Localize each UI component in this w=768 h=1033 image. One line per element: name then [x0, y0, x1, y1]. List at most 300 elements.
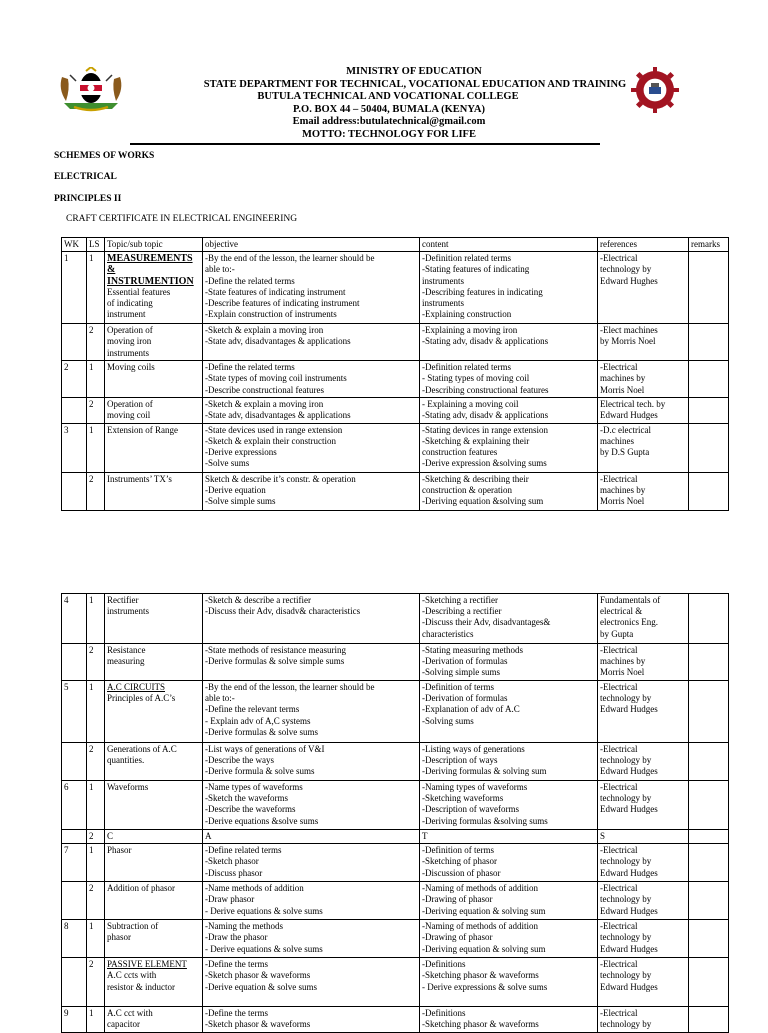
topic-line: instruments: [107, 606, 149, 617]
week-cell: [62, 830, 87, 844]
remarks-cell: [689, 743, 729, 781]
objective-cell: [203, 324, 420, 361]
ministry-title: MINISTRY OF EDUCATION: [346, 66, 482, 77]
topic-line: Generations of A.C: [107, 744, 177, 754]
content-line: -Derivation of formulas: [422, 656, 508, 667]
lesson-cell: 1: [87, 1007, 105, 1032]
references-line: -Electrical: [600, 1008, 638, 1019]
content-cell: [420, 252, 598, 324]
objective-line: - Explain adv of A,C systems: [205, 715, 311, 726]
table-row: [62, 1007, 729, 1032]
topic-line: Operation of: [107, 399, 153, 410]
references-line: technology by: [600, 264, 652, 275]
content-line: instruments: [422, 275, 464, 286]
table-row: [62, 920, 729, 958]
content-line: -Solving simple sums: [422, 667, 501, 678]
content-line: -Definitions: [422, 959, 466, 970]
content-line: -Deriving equation &solving sum: [422, 496, 544, 507]
references-line: -Electrical: [600, 883, 638, 894]
content-line: -Explaining a moving iron: [422, 325, 518, 336]
content-line: -Definitions: [422, 1008, 466, 1019]
objective-line: -Sketch phasor: [205, 856, 259, 867]
lesson-cell: 2: [87, 743, 105, 781]
table-row: [62, 844, 729, 882]
objective-line: able to:-: [205, 693, 235, 704]
references-line: technology by: [600, 793, 652, 804]
lesson-cell: 2: [87, 472, 105, 510]
topic-heading: PASSIVE ELEMENT: [107, 959, 187, 970]
topic-line: Essential features: [107, 286, 171, 297]
lesson-cell: 1: [87, 594, 105, 644]
references-cell: [598, 398, 689, 423]
week-cell: 5: [62, 681, 87, 743]
table-row: [62, 681, 729, 743]
objective-line: -Sketch phasor & waveforms: [205, 1019, 311, 1030]
lesson-cell: 1: [87, 423, 105, 472]
col-objective: objective: [203, 238, 420, 252]
week-cell: 8: [62, 920, 87, 958]
objective-line: -Naming the methods: [205, 921, 283, 932]
topic-line: moving coil: [107, 410, 151, 421]
topic-cell: [105, 324, 203, 361]
remarks-cell: [689, 594, 729, 644]
content-line: -Stating adv, disadv & applications: [422, 336, 549, 347]
scheme-table-1: [61, 237, 729, 511]
topic-cell: [105, 743, 203, 781]
references-line: -Electrical: [600, 362, 638, 373]
references-line: machines by: [600, 656, 646, 667]
references-line: Morris Noel: [600, 496, 645, 507]
references-line: Edward Hudges: [600, 410, 658, 421]
objective-line: -Sketch & explain their construction: [205, 435, 336, 446]
content-line: -Derivation of formulas: [422, 693, 508, 704]
objective-line: -State devices used in range extension: [205, 424, 343, 435]
email-address: Email address:butulatechnical@gmail.com: [292, 116, 486, 128]
topic-line: measuring: [107, 656, 145, 667]
objective-line: -Derive formulas & solve simple sums: [205, 656, 345, 667]
header-divider: [130, 143, 600, 145]
objective-line: -Derive formula & solve sums: [205, 766, 315, 777]
table-row: [62, 398, 729, 423]
content-line: -Stating devices in range extension: [422, 424, 548, 435]
objective-line: -State adv, disadvantages & applications: [205, 410, 351, 421]
references-line: Fundamentals of: [600, 595, 661, 605]
content-line: instruments: [422, 298, 464, 309]
objective-line: -Solve simple sums: [205, 496, 276, 507]
objective-line: -Discuss phasor: [205, 867, 263, 878]
references-cell: [598, 920, 689, 958]
references-line: -Electrical: [600, 253, 638, 264]
objective-line: -Derive formulas & solve sums: [205, 726, 318, 737]
topic-cell: [105, 830, 203, 844]
content-line: - Derive expressions & solve sums: [422, 981, 548, 992]
objective-cell: [203, 830, 420, 844]
references-line: Edward Hudges: [600, 766, 658, 777]
content-cell: [420, 644, 598, 681]
content-line: characteristics: [422, 628, 474, 639]
col-ls: LS: [87, 238, 105, 252]
references-line: Electrical tech. by: [600, 399, 666, 410]
content-cell: [420, 920, 598, 958]
objective-line: -State methods of resistance measuring: [205, 645, 346, 655]
objective-line: -Define the related terms: [205, 275, 295, 286]
topic-line: Principles of A.C’s: [107, 693, 176, 704]
objective-cell: [203, 252, 420, 324]
motto: MOTTO: TECHNOLOGY FOR LIFE: [302, 128, 476, 140]
objective-line: -Name methods of addition: [205, 883, 304, 894]
topic-line: moving iron: [107, 336, 152, 347]
content-line: -Definition related terms: [422, 362, 511, 373]
references-line: Edward Hudges: [600, 943, 658, 954]
references-cell: [598, 324, 689, 361]
references-line: -Electrical: [600, 473, 638, 484]
objective-line: -By the end of the lesson, the learner should be: [205, 253, 375, 264]
references-line: S: [600, 831, 606, 841]
topic-line: Rectifier: [107, 595, 139, 605]
content-line: -Describing a rectifier: [422, 606, 502, 617]
references-line: Edward Hudges: [600, 905, 658, 916]
remarks-cell: [689, 681, 729, 743]
content-line: -Stating adv, disadv & applications: [422, 410, 549, 421]
topic-line: instruments: [107, 347, 149, 358]
references-cell: [598, 681, 689, 743]
department-title: STATE DEPARTMENT FOR TECHNICAL, VOCATIONAL EDUCATION AND TRAINING: [203, 78, 627, 90]
topic-line: Waveforms: [107, 782, 149, 792]
objective-line: -Describe constructional features: [205, 384, 324, 395]
topic-line: Moving coils: [107, 362, 155, 373]
content-line: -Deriving equation & solving sum: [422, 905, 546, 916]
objective-cell: [203, 644, 420, 681]
table-row: [62, 361, 729, 398]
remarks-cell: [689, 781, 729, 830]
content-line: -Sketching a rectifier: [422, 595, 498, 605]
content-line: -Deriving formulas &solving sums: [422, 815, 548, 826]
topic-cell: [105, 472, 203, 510]
objective-cell: [203, 594, 420, 644]
content-line: -Sketching & describing their: [422, 473, 529, 484]
topic-line: A.C ccts with: [107, 970, 157, 981]
lesson-cell: 1: [87, 361, 105, 398]
content-line: - Explaining a moving coil: [422, 399, 519, 410]
remarks-cell: [689, 1007, 729, 1032]
content-line: -Solving sums: [422, 715, 474, 726]
topic-cell: [105, 361, 203, 398]
objective-cell: [203, 958, 420, 1007]
remarks-cell: [689, 423, 729, 472]
content-cell: [420, 361, 598, 398]
table-row: [62, 252, 729, 324]
content-line: -Explanation of adv of A.C: [422, 704, 520, 715]
lesson-cell: 1: [87, 252, 105, 324]
week-cell: [62, 882, 87, 920]
lesson-cell: 2: [87, 882, 105, 920]
topic-cell: [105, 1007, 203, 1032]
content-cell: [420, 681, 598, 743]
topic-cell: [105, 398, 203, 423]
lesson-cell: 2: [87, 958, 105, 1007]
content-line: -Description of ways: [422, 755, 498, 766]
week-cell: 7: [62, 844, 87, 882]
references-line: by Gupta: [600, 628, 634, 639]
remarks-cell: [689, 252, 729, 324]
references-line: -D.c electrical: [600, 424, 651, 435]
objective-line: able to:-: [205, 264, 235, 275]
references-cell: [598, 844, 689, 882]
content-line: -Stating features of indicating: [422, 264, 530, 275]
references-line: -Electrical: [600, 744, 638, 754]
objective-line: -Define the terms: [205, 959, 268, 970]
col-topic: Topic/sub topic: [105, 238, 203, 252]
content-cell: [420, 324, 598, 361]
objective-line: A: [205, 831, 212, 841]
postal-address: P.O. BOX 44 – 50404, BUMALA (KENYA): [292, 103, 486, 115]
content-line: -Definition of terms: [422, 845, 494, 856]
course-label: CRAFT CERTIFICATE IN ELECTRICAL ENGINEERING: [66, 214, 298, 224]
references-line: technology by: [600, 1019, 652, 1030]
lesson-cell: 1: [87, 681, 105, 743]
references-line: technology by: [600, 755, 652, 766]
remarks-cell: [689, 324, 729, 361]
content-cell: [420, 423, 598, 472]
content-line: -Explaining construction: [422, 309, 512, 320]
topic-cell: [105, 920, 203, 958]
remarks-cell: [689, 398, 729, 423]
table-row: [62, 830, 729, 844]
objective-cell: [203, 1007, 420, 1032]
content-cell: [420, 781, 598, 830]
topic-cell: [105, 594, 203, 644]
objective-line: -Define related terms: [205, 845, 282, 856]
lesson-cell: 2: [87, 324, 105, 361]
objective-line: -Define the relevant terms: [205, 704, 300, 715]
content-line: -Stating measuring methods: [422, 645, 523, 655]
content-line: -Sketching phasor & waveforms: [422, 970, 539, 981]
content-line: -Discuss their Adv, disadvantages&: [422, 617, 551, 628]
topic-cell: [105, 252, 203, 324]
references-line: -Electrical: [600, 645, 638, 655]
objective-line: -State features of indicating instrument: [205, 286, 346, 297]
lesson-cell: 2: [87, 830, 105, 844]
references-line: Edward Hudges: [600, 981, 658, 992]
week-cell: [62, 743, 87, 781]
objective-cell: [203, 472, 420, 510]
table-row: [62, 324, 729, 361]
content-cell: [420, 882, 598, 920]
topic-line: of indicating: [107, 298, 153, 309]
objective-line: -Name types of waveforms: [205, 782, 303, 792]
objective-line: -Define the terms: [205, 1008, 268, 1019]
references-line: by D.S Gupta: [600, 447, 650, 458]
objective-line: -Derive equation & solve sums: [205, 981, 317, 992]
references-line: -Electrical: [600, 682, 638, 692]
topic-cell: [105, 781, 203, 830]
references-cell: [598, 252, 689, 324]
remarks-cell: [689, 472, 729, 510]
content-line: -Sketching waveforms: [422, 793, 504, 804]
references-cell: [598, 644, 689, 681]
objective-cell: [203, 423, 420, 472]
content-line: -Discussion of phasor: [422, 867, 501, 878]
topic-cell: [105, 644, 203, 681]
objective-line: -Sketch & explain a moving iron: [205, 325, 324, 336]
objective-cell: [203, 743, 420, 781]
topic-cell: [105, 423, 203, 472]
references-line: -Electrical: [600, 782, 638, 792]
topic-line: Subtraction of: [107, 921, 159, 932]
content-line: -Listing ways of generations: [422, 744, 525, 754]
document-header: [0, 66, 768, 142]
table-row: [62, 594, 729, 644]
references-cell: [598, 361, 689, 398]
objective-line: -Draw phasor: [205, 894, 255, 905]
content-cell: [420, 398, 598, 423]
references-line: Edward Hudges: [600, 704, 658, 715]
references-line: electronics Eng.: [600, 617, 658, 628]
topic-line: C: [107, 831, 114, 841]
content-line: -Describing constructional features: [422, 384, 549, 395]
topic-line: Phasor: [107, 845, 132, 856]
table-row: [62, 644, 729, 681]
objective-line: -Sketch & describe a rectifier: [205, 595, 311, 605]
content-line: -Naming types of waveforms: [422, 782, 528, 792]
table-row: [62, 882, 729, 920]
references-line: machines: [600, 435, 634, 446]
week-cell: [62, 472, 87, 510]
topic-cell: [105, 681, 203, 743]
topic-line: A.C cct with: [107, 1008, 153, 1019]
remarks-cell: [689, 844, 729, 882]
topic-line: Addition of phasor: [107, 883, 175, 894]
objective-cell: [203, 844, 420, 882]
topic-cell: [105, 882, 203, 920]
content-cell: [420, 594, 598, 644]
references-cell: [598, 743, 689, 781]
lesson-cell: 1: [87, 844, 105, 882]
references-line: technology by: [600, 894, 652, 905]
references-line: by Morris Noel: [600, 336, 656, 347]
references-cell: [598, 1007, 689, 1032]
references-cell: [598, 594, 689, 644]
topic-line: capacitor: [107, 1019, 140, 1030]
references-line: -Electrical: [600, 845, 638, 856]
content-line: -Naming of methods of addition: [422, 921, 538, 932]
week-cell: 9: [62, 1007, 87, 1032]
content-line: -Definition related terms: [422, 253, 511, 264]
remarks-cell: [689, 361, 729, 398]
week-cell: 3: [62, 423, 87, 472]
references-line: Morris Noel: [600, 667, 645, 678]
week-cell: [62, 324, 87, 361]
topic-line: Instruments’ TX’s: [107, 473, 172, 484]
schemes-label: SCHEMES OF WORKS: [54, 151, 155, 161]
col-references: references: [598, 238, 689, 252]
content-line: -Naming of methods of addition: [422, 883, 538, 894]
references-cell: [598, 781, 689, 830]
references-line: Edward Hudges: [600, 867, 658, 878]
table-row: [62, 472, 729, 510]
content-line: -Describing features in indicating: [422, 286, 543, 297]
week-cell: [62, 958, 87, 1007]
content-line: -Sketching of phasor: [422, 856, 497, 867]
week-cell: 6: [62, 781, 87, 830]
content-line: T: [422, 831, 428, 841]
references-line: machines by: [600, 484, 646, 495]
content-line: - Stating types of moving coil: [422, 373, 530, 384]
department-label: ELECTRICAL: [54, 172, 117, 182]
remarks-cell: [689, 882, 729, 920]
objective-line: -Discuss their Adv, disadv& characteristics: [205, 606, 361, 617]
references-line: -Electrical: [600, 959, 638, 970]
references-line: Edward Hughes: [600, 275, 658, 286]
topic-line: Operation of: [107, 325, 153, 336]
content-cell: [420, 743, 598, 781]
topic-line: quantities.: [107, 755, 145, 766]
objective-line: -Sketch the waveforms: [205, 793, 288, 804]
remarks-cell: [689, 920, 729, 958]
objective-line: - Derive equations & solve sums: [205, 905, 323, 916]
references-cell: [598, 958, 689, 1007]
content-line: -Sketching & explaining their: [422, 435, 530, 446]
references-cell: [598, 472, 689, 510]
table-header-row: [62, 238, 729, 252]
objective-line: -Describe the waveforms: [205, 804, 296, 815]
references-line: technology by: [600, 856, 652, 867]
references-line: machines by: [600, 373, 646, 384]
objective-line: -List ways of generations of V&I: [205, 744, 325, 754]
objective-line: -State adv, disadvantages & applications: [205, 336, 351, 347]
objective-cell: [203, 920, 420, 958]
references-line: technology by: [600, 970, 652, 981]
objective-line: -State types of moving coil instruments: [205, 373, 347, 384]
week-cell: [62, 398, 87, 423]
content-line: construction features: [422, 447, 498, 458]
objective-line: -Derive equation: [205, 484, 266, 495]
content-line: -Deriving formulas & solving sum: [422, 766, 547, 777]
col-remarks: remarks: [689, 238, 729, 252]
remarks-cell: [689, 958, 729, 1007]
objective-line: -Describe features of indicating instrument: [205, 298, 360, 309]
references-cell: [598, 830, 689, 844]
objective-cell: [203, 882, 420, 920]
topic-line: instrument: [107, 309, 146, 320]
lesson-cell: 1: [87, 781, 105, 830]
table-row: [62, 958, 729, 1007]
objective-line: -Derive equations &solve sums: [205, 815, 319, 826]
references-cell: [598, 882, 689, 920]
content-line: -Sketching phasor & waveforms: [422, 1019, 539, 1030]
objective-line: -Solve sums: [205, 458, 250, 469]
lesson-cell: 2: [87, 644, 105, 681]
references-line: technology by: [600, 693, 652, 704]
content-cell: [420, 830, 598, 844]
content-line: -Drawing of phasor: [422, 894, 493, 905]
objective-line: -Sketch & explain a moving iron: [205, 399, 324, 410]
content-cell: [420, 1007, 598, 1032]
content-line: -Description of waveforms: [422, 804, 519, 815]
references-cell: [598, 423, 689, 472]
content-cell: [420, 472, 598, 510]
references-line: -Electrical: [600, 921, 638, 932]
content-cell: [420, 958, 598, 1007]
references-line: Edward Hudges: [600, 804, 658, 815]
objective-line: -By the end of the lesson, the learner should be: [205, 682, 375, 692]
scheme-table-2: [61, 593, 729, 1033]
topic-line: phasor: [107, 932, 131, 943]
references-line: technology by: [600, 932, 652, 943]
week-cell: 1: [62, 252, 87, 324]
content-cell: [420, 844, 598, 882]
table-row: [62, 781, 729, 830]
